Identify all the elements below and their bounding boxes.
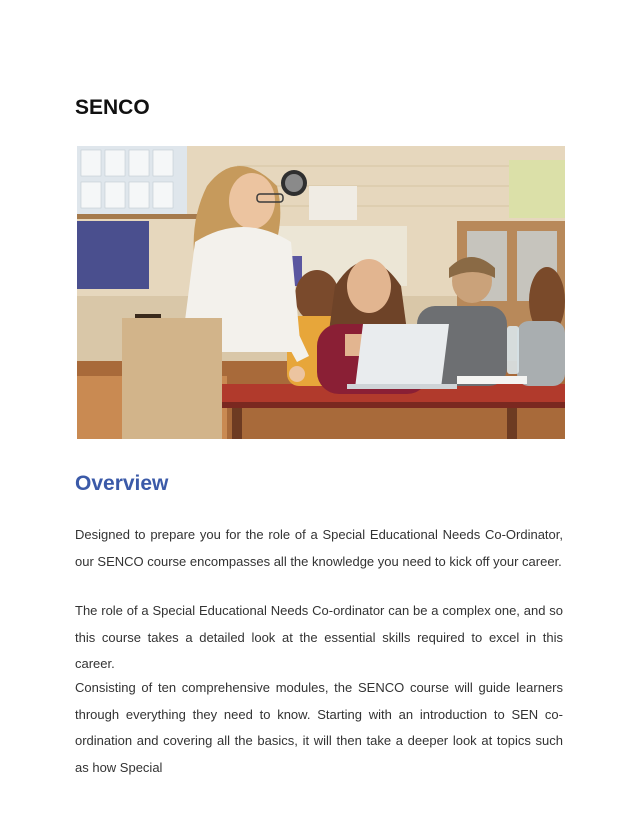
page-title: SENCO (75, 96, 150, 119)
overview-paragraph-1: Designed to prepare you for the role of a Special Educational Needs Co-Ordinator, our SENCO course encompasses all the knowledge you need to kick off your career. (75, 527, 563, 569)
overview-heading: Overview (75, 472, 169, 495)
overview-paragraph-2: The role of a Special Educational Needs Co-ordinator can be a complex one, and so this course takes a detailed look at the essential skills required to excel in this career. (75, 603, 563, 671)
overview-paragraph-3: Consisting of ten comprehensive modules, the SENCO course will guide learners through everything they need to know. Starting with an introduction to SEN co-ordination and covering all the basics, it will then take a deeper look at topics such as how Special (75, 680, 563, 775)
classroom-photo (77, 146, 565, 439)
